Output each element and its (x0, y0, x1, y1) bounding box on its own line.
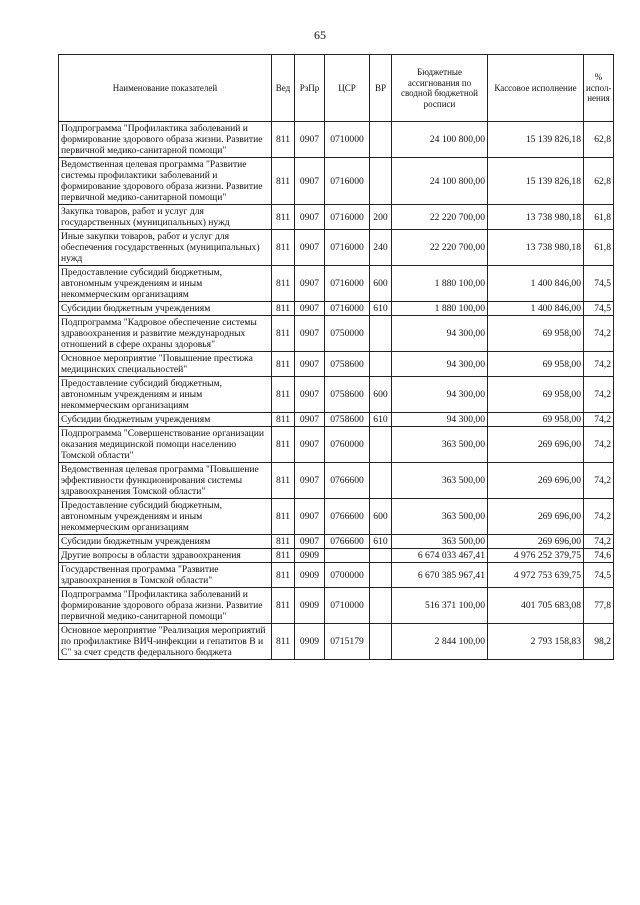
table-row (59, 205, 614, 230)
cell-ved: 811 (272, 413, 295, 427)
cell-name: Ведомственная целевая программа "Повышение эффективности функционирования системы здравоохранения Томской области" (59, 463, 272, 499)
cell-percent: 61,8 (584, 205, 614, 230)
header-rzpr: РзПр (295, 55, 325, 122)
page-number: 65 (314, 28, 326, 42)
cell-allocation: 363 500,00 (392, 427, 488, 463)
cell-name: Субсидии бюджетным учреждениям (59, 302, 272, 316)
cell-csr: 0715179 (325, 624, 370, 660)
cell-ved: 811 (272, 499, 295, 535)
cell-allocation: 22 220 700,00 (392, 205, 488, 230)
cell-cash: 269 696,00 (488, 499, 584, 535)
cell-allocation: 1 880 100,00 (392, 266, 488, 302)
cell-csr: 0716000 (325, 302, 370, 316)
cell-allocation: 516 371 100,00 (392, 588, 488, 624)
cell-vr: 600 (370, 377, 392, 413)
cell-ved: 811 (272, 352, 295, 377)
cell-name: Основное мероприятие "Реализация мероприятий по профилактике ВИЧ-инфекции и гепатитов B и C" за счет средств федерального бюджета (59, 624, 272, 660)
cell-csr: 0716000 (325, 205, 370, 230)
cell-allocation: 24 100 800,00 (392, 158, 488, 205)
cell-percent: 62,8 (584, 122, 614, 158)
cell-csr: 0758600 (325, 352, 370, 377)
table-row (59, 535, 614, 549)
header-allocations: Бюджетные ассигнования по сводной бюджетной росписи (392, 55, 488, 122)
cell-name: Предоставление субсидий бюджетным, автономным учреждениям и иным некоммерческим организациям (59, 266, 272, 302)
cell-ved: 811 (272, 549, 295, 563)
table-row (59, 266, 614, 302)
cell-csr: 0758600 (325, 377, 370, 413)
cell-percent: 74,2 (584, 352, 614, 377)
cell-percent: 74,5 (584, 266, 614, 302)
cell-ved: 811 (272, 624, 295, 660)
cell-percent: 74,5 (584, 302, 614, 316)
table-row (59, 302, 614, 316)
cell-vr: 600 (370, 266, 392, 302)
cell-rzpr: 0907 (295, 377, 325, 413)
cell-percent: 74,2 (584, 316, 614, 352)
cell-percent: 98,2 (584, 624, 614, 660)
cell-vr (370, 122, 392, 158)
cell-rzpr: 0907 (295, 535, 325, 549)
cell-ved: 811 (272, 266, 295, 302)
cell-csr: 0758600 (325, 413, 370, 427)
cell-allocation: 94 300,00 (392, 316, 488, 352)
budget-table (58, 54, 614, 660)
cell-name: Основное мероприятие "Повышение престижа медицинских специальностей" (59, 352, 272, 377)
cell-percent: 74,6 (584, 549, 614, 563)
cell-cash: 269 696,00 (488, 463, 584, 499)
cell-ved: 811 (272, 463, 295, 499)
cell-vr: 200 (370, 205, 392, 230)
cell-cash: 2 793 158,83 (488, 624, 584, 660)
cell-percent: 62,8 (584, 158, 614, 205)
cell-cash: 13 738 980,18 (488, 205, 584, 230)
cell-percent: 74,2 (584, 535, 614, 549)
cell-rzpr: 0907 (295, 158, 325, 205)
cell-ved: 811 (272, 316, 295, 352)
cell-csr: 0760000 (325, 427, 370, 463)
cell-allocation: 363 500,00 (392, 499, 488, 535)
table-row (59, 427, 614, 463)
cell-rzpr: 0907 (295, 352, 325, 377)
table-row (59, 158, 614, 205)
cell-rzpr: 0907 (295, 413, 325, 427)
table-row (59, 122, 614, 158)
cell-ved: 811 (272, 535, 295, 549)
cell-allocation: 24 100 800,00 (392, 122, 488, 158)
cell-cash: 69 958,00 (488, 352, 584, 377)
cell-cash: 4 976 252 379,75 (488, 549, 584, 563)
cell-allocation: 6 674 033 467,41 (392, 549, 488, 563)
cell-rzpr: 0907 (295, 499, 325, 535)
cell-vr: 600 (370, 499, 392, 535)
cell-name: Государственная программа "Развитие здравоохранения в Томской области" (59, 563, 272, 588)
cell-name: Предоставление субсидий бюджетным, автономным учреждениям и иным некоммерческим организациям (59, 377, 272, 413)
cell-rzpr: 0907 (295, 302, 325, 316)
cell-cash: 401 705 683,08 (488, 588, 584, 624)
header-percent: % испол-нения (584, 55, 614, 122)
cell-csr: 0716000 (325, 158, 370, 205)
cell-cash: 1 400 846,00 (488, 266, 584, 302)
header-cash: Кассовое исполнение (488, 55, 584, 122)
table-row (59, 352, 614, 377)
cell-csr (325, 549, 370, 563)
cell-cash: 15 139 826,18 (488, 158, 584, 205)
table-row (59, 230, 614, 266)
cell-cash: 15 139 826,18 (488, 122, 584, 158)
table-row (59, 316, 614, 352)
cell-rzpr: 0907 (295, 266, 325, 302)
cell-allocation: 363 500,00 (392, 535, 488, 549)
cell-allocation: 1 880 100,00 (392, 302, 488, 316)
cell-cash: 69 958,00 (488, 413, 584, 427)
cell-rzpr: 0909 (295, 624, 325, 660)
cell-name: Иные закупки товаров, работ и услуг для обеспечения государственных (муниципальных) нужд (59, 230, 272, 266)
cell-name: Подпрограмма "Профилактика заболеваний и формирование здорового образа жизни. Развитие первичной медико-санитарной помощи" (59, 588, 272, 624)
cell-percent: 74,2 (584, 413, 614, 427)
cell-csr: 0700000 (325, 563, 370, 588)
cell-cash: 4 972 753 639,75 (488, 563, 584, 588)
table-row (59, 377, 614, 413)
cell-cash: 13 738 980,18 (488, 230, 584, 266)
table-row (59, 563, 614, 588)
table-row (59, 413, 614, 427)
cell-allocation: 94 300,00 (392, 413, 488, 427)
cell-csr: 0716000 (325, 230, 370, 266)
cell-cash: 69 958,00 (488, 377, 584, 413)
cell-csr: 0766600 (325, 499, 370, 535)
cell-percent: 74,2 (584, 463, 614, 499)
cell-csr: 0710000 (325, 588, 370, 624)
cell-rzpr: 0907 (295, 122, 325, 158)
cell-rzpr: 0907 (295, 205, 325, 230)
cell-percent: 61,8 (584, 230, 614, 266)
cell-ved: 811 (272, 588, 295, 624)
cell-vr: 610 (370, 302, 392, 316)
cell-csr: 0750000 (325, 316, 370, 352)
cell-vr (370, 563, 392, 588)
cell-vr: 610 (370, 413, 392, 427)
header-csr: ЦСР (325, 55, 370, 122)
table-body (59, 122, 614, 660)
cell-percent: 74,2 (584, 499, 614, 535)
cell-vr (370, 316, 392, 352)
cell-vr (370, 427, 392, 463)
header-name: Наименование показателей (59, 55, 272, 122)
cell-percent: 74,2 (584, 427, 614, 463)
cell-ved: 811 (272, 122, 295, 158)
header-ved: Вед (272, 55, 295, 122)
cell-name: Подпрограмма "Кадровое обеспечение системы здравоохранения и развитие международных отношений в сфере охраны здоровья" (59, 316, 272, 352)
cell-name: Субсидии бюджетным учреждениям (59, 413, 272, 427)
cell-cash: 269 696,00 (488, 427, 584, 463)
cell-ved: 811 (272, 427, 295, 463)
cell-cash: 69 958,00 (488, 316, 584, 352)
cell-vr (370, 463, 392, 499)
cell-vr (370, 549, 392, 563)
cell-csr: 0710000 (325, 122, 370, 158)
cell-rzpr: 0909 (295, 563, 325, 588)
cell-allocation: 94 300,00 (392, 377, 488, 413)
cell-ved: 811 (272, 205, 295, 230)
cell-name: Ведомственная целевая программа "Развитие системы профилактики заболеваний и формирование здорового образа жизни. Развитие первичной медико-санитарной помощи" (59, 158, 272, 205)
cell-vr (370, 588, 392, 624)
cell-rzpr: 0907 (295, 230, 325, 266)
cell-name: Подпрограмма "Профилактика заболеваний и формирование здорового образа жизни. Развитие первичной медико-санитарной помощи" (59, 122, 272, 158)
cell-ved: 811 (272, 230, 295, 266)
cell-rzpr: 0907 (295, 463, 325, 499)
cell-vr: 240 (370, 230, 392, 266)
cell-percent: 74,2 (584, 377, 614, 413)
cell-rzpr: 0907 (295, 427, 325, 463)
cell-name: Предоставление субсидий бюджетным, автономным учреждениям и иным некоммерческим организациям (59, 499, 272, 535)
cell-rzpr: 0907 (295, 316, 325, 352)
cell-name: Подпрограмма "Совершенствование организации оказания медицинской помощи населению Томской области" (59, 427, 272, 463)
cell-csr: 0766600 (325, 463, 370, 499)
table-row (59, 624, 614, 660)
cell-allocation: 363 500,00 (392, 463, 488, 499)
header-vr: ВР (370, 55, 392, 122)
cell-allocation: 94 300,00 (392, 352, 488, 377)
cell-vr (370, 158, 392, 205)
cell-name: Другие вопросы в области здравоохранения (59, 549, 272, 563)
table-row (59, 588, 614, 624)
cell-percent: 77,8 (584, 588, 614, 624)
cell-ved: 811 (272, 563, 295, 588)
cell-csr: 0766600 (325, 535, 370, 549)
cell-percent: 74,5 (584, 563, 614, 588)
cell-name: Закупка товаров, работ и услуг для государственных (муниципальных) нужд (59, 205, 272, 230)
cell-cash: 1 400 846,00 (488, 302, 584, 316)
cell-ved: 811 (272, 302, 295, 316)
cell-rzpr: 0909 (295, 588, 325, 624)
table-row (59, 463, 614, 499)
table-row (59, 549, 614, 563)
cell-vr (370, 624, 392, 660)
cell-vr: 610 (370, 535, 392, 549)
cell-cash: 269 696,00 (488, 535, 584, 549)
cell-ved: 811 (272, 158, 295, 205)
cell-allocation: 22 220 700,00 (392, 230, 488, 266)
cell-allocation: 2 844 100,00 (392, 624, 488, 660)
table-row (59, 499, 614, 535)
header-row (59, 55, 614, 122)
cell-allocation: 6 670 385 967,41 (392, 563, 488, 588)
cell-ved: 811 (272, 377, 295, 413)
cell-rzpr: 0909 (295, 549, 325, 563)
cell-csr: 0716000 (325, 266, 370, 302)
cell-vr (370, 352, 392, 377)
cell-name: Субсидии бюджетным учреждениям (59, 535, 272, 549)
